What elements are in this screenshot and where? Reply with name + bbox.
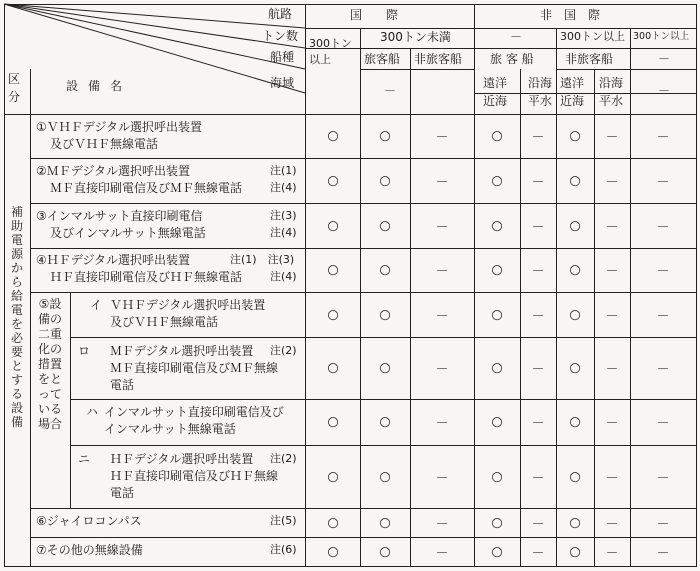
row-2-note-1: 注(1)	[270, 164, 297, 177]
row-4-note-2: 注(4)	[270, 270, 297, 283]
mark-r10-c8: －	[656, 546, 670, 562]
mark-r3-c2: ○	[379, 218, 391, 234]
mark-r1-c6: ○	[569, 128, 581, 144]
mark-r9-c8: －	[656, 517, 670, 533]
row-3-line-1: ③インマルサット直接印刷電信	[36, 209, 203, 223]
mark-r8-c8: －	[656, 471, 670, 487]
tonnage-dash: －	[510, 30, 523, 44]
row-9-line-1: ⑥ジャイロコンパス	[36, 514, 142, 528]
ship-type-dash: －	[658, 52, 671, 66]
row-9-note-1: 注(5)	[270, 514, 297, 527]
row-7-line-2: インマルサット無線電話	[104, 422, 236, 436]
mark-r4-c2: ○	[379, 262, 391, 278]
mark-r9-c3: －	[435, 517, 449, 533]
row-7-key: ハ	[86, 405, 99, 419]
row-2-note-2: 注(4)	[270, 181, 297, 194]
mark-r1-c3: －	[435, 130, 449, 146]
row-1-line-2: 及びＶＨＦ無線電話	[50, 137, 159, 151]
non-passenger-ship-nonintl-header: 非旅客船	[565, 52, 614, 66]
mark-r2-c1: ○	[327, 173, 339, 189]
row-3-line-2: 及びインマルサット無線電話	[50, 226, 206, 240]
mark-r1-c4: ○	[491, 128, 503, 144]
mark-r3-c6: ○	[569, 218, 581, 234]
mark-r6-c5: －	[531, 362, 545, 378]
mark-r10-c4: ○	[491, 544, 503, 560]
ocean-coastal-1: 遠洋近海	[483, 76, 508, 108]
mark-r6-c8: －	[656, 362, 670, 378]
mark-r7-c2: ○	[379, 414, 391, 430]
non-passenger-ship-header: 非旅客船	[414, 52, 463, 66]
coastal-smooth-1: 沿海平水	[528, 76, 553, 108]
row-6-note-1: 注(2)	[270, 344, 297, 357]
tonnage-300-under: 300トン未満	[380, 30, 451, 44]
sea-area-dash-last: －	[658, 84, 671, 98]
row-5-line-1: ＶＨＦデジタル選択呼出装置	[110, 298, 266, 312]
row-2-line-1: ②ＭＦデジタル選択呼出装置	[36, 164, 191, 178]
mark-r6-c1: ○	[327, 360, 339, 376]
mark-r10-c2: ○	[379, 544, 391, 560]
row-10-note-1: 注(6)	[270, 543, 297, 556]
mark-r10-c3: －	[435, 546, 449, 562]
mark-r2-c6: ○	[569, 173, 581, 189]
mark-r7-c4: ○	[491, 414, 503, 430]
mark-r2-c7: －	[605, 175, 619, 191]
route-label: 航路	[268, 7, 293, 21]
row-5-line-2: 及びＶＨＦ無線電話	[110, 315, 219, 329]
mark-r2-c3: －	[435, 175, 449, 191]
equipment-label: 設備名	[66, 79, 133, 93]
mark-r5-c3: －	[435, 309, 449, 325]
category-label: 区分	[8, 72, 21, 104]
mark-r5-c5: －	[531, 309, 545, 325]
ocean-coastal-2: 遠洋近海	[560, 76, 585, 108]
mark-r10-c1: ○	[327, 544, 339, 560]
international-header: 国 際	[350, 8, 399, 22]
passenger-ship-nonintl-header: 旅 客 船	[490, 52, 534, 66]
row-8-line-3: 電話	[110, 486, 135, 500]
row-1-line-1: ①ＶＨＦデジタル選択呼出装置	[36, 120, 203, 134]
mark-r4-c1: ○	[327, 262, 339, 278]
tonnage-label: トン数	[262, 29, 299, 43]
mark-r6-c4: ○	[491, 360, 503, 376]
mark-r4-c4: ○	[491, 262, 503, 278]
mark-r5-c8: －	[656, 309, 670, 325]
mark-r4-c7: －	[605, 264, 619, 280]
row-6-line-2: ＭＦ直接印刷電信及びＭＦ無線	[110, 361, 279, 375]
row-6-line-3: 電話	[110, 378, 135, 392]
mark-r2-c8: －	[656, 175, 670, 191]
row-8-key: ニ	[78, 452, 91, 466]
mark-r5-c6: ○	[569, 307, 581, 323]
row-8-line-2: ＨＦ直接印刷電信及びＨＦ無線	[110, 469, 279, 483]
sub-group-label: ⑤設備の二重化の措置をとっている場合	[37, 297, 62, 431]
mark-r10-c5: －	[531, 546, 545, 562]
mark-r3-c5: －	[531, 220, 545, 236]
mark-r9-c5: －	[531, 517, 545, 533]
row-3-note-2: 注(4)	[270, 226, 297, 239]
mark-r2-c2: ○	[379, 173, 391, 189]
mark-r3-c8: －	[656, 220, 670, 236]
ship-type-label: 船種	[270, 50, 295, 64]
mark-r6-c3: －	[435, 362, 449, 378]
row-4-note-1: 注(1) 注(3)	[230, 253, 295, 266]
tonnage-300-over: 300トン以上	[560, 30, 625, 43]
row-7-line-1: インマルサット直接印刷電信及び	[104, 405, 284, 419]
mark-r10-c7: －	[605, 546, 619, 562]
row-3-note-1: 注(3)	[270, 209, 297, 222]
mark-r5-c4: ○	[491, 307, 503, 323]
mark-r9-c4: ○	[491, 515, 503, 531]
mark-r7-c7: －	[605, 416, 619, 432]
mark-r8-c5: －	[531, 471, 545, 487]
mark-r1-c8: －	[656, 130, 670, 146]
mark-r8-c2: ○	[379, 469, 391, 485]
tonnage-300-over-small: 300トン以上	[633, 31, 690, 42]
mark-r3-c1: ○	[327, 218, 339, 234]
mark-r7-c3: －	[435, 416, 449, 432]
mark-r5-c2: ○	[379, 307, 391, 323]
mark-r7-c5: －	[531, 416, 545, 432]
sea-area-label: 海域	[270, 76, 295, 90]
mark-r6-c6: ○	[569, 360, 581, 376]
mark-r1-c7: －	[605, 130, 619, 146]
mark-r7-c6: ○	[569, 414, 581, 430]
non-international-header: 非 国 際	[540, 8, 601, 22]
coastal-smooth-2: 沿海平水	[599, 76, 624, 108]
row-8-note-1: 注(2)	[270, 452, 297, 465]
mark-r8-c4: ○	[491, 469, 503, 485]
mark-r3-c7: －	[605, 220, 619, 236]
mark-r1-c2: ○	[379, 128, 391, 144]
tonnage-300-over-intl: 300トン以上	[309, 37, 352, 66]
mark-r10-c6: ○	[569, 544, 581, 560]
mark-r8-c6: ○	[569, 469, 581, 485]
mark-r4-c8: －	[656, 264, 670, 280]
mark-r9-c2: ○	[379, 515, 391, 531]
row-5-key: イ	[90, 298, 103, 312]
mark-r6-c2: ○	[379, 360, 391, 376]
mark-r5-c1: ○	[327, 307, 339, 323]
mark-r3-c4: ○	[491, 218, 503, 234]
row-6-key: ロ	[78, 344, 91, 358]
mark-r8-c7: －	[605, 471, 619, 487]
category-side-label: 補助電源から給電を必要とする設備	[10, 205, 23, 429]
mark-r1-c5: －	[531, 130, 545, 146]
mark-r9-c7: －	[605, 517, 619, 533]
mark-r8-c1: ○	[327, 469, 339, 485]
mark-r7-c8: －	[656, 416, 670, 432]
mark-r4-c5: －	[531, 264, 545, 280]
mark-r1-c1: ○	[327, 128, 339, 144]
mark-r9-c1: ○	[327, 515, 339, 531]
mark-r9-c6: ○	[569, 515, 581, 531]
mark-r3-c3: －	[435, 220, 449, 236]
mark-r6-c7: －	[605, 362, 619, 378]
mark-r8-c3: －	[435, 471, 449, 487]
row-8-line-1: ＨＦデジタル選択呼出装置	[110, 452, 254, 466]
row-6-line-1: ＭＦデジタル選択呼出装置	[110, 344, 254, 358]
row-4-line-1: ④ＨＦデジタル選択呼出装置	[36, 253, 191, 267]
row-10-line-1: ⑦その他の無線設備	[36, 543, 143, 557]
mark-r2-c4: ○	[491, 173, 503, 189]
mark-r7-c1: ○	[327, 414, 339, 430]
row-4-line-2: ＨＦ直接印刷電信及びＨＦ無線電話	[50, 270, 243, 284]
sea-area-dash-intl: －	[384, 84, 397, 98]
mark-r2-c5: －	[531, 175, 545, 191]
row-2-line-2: ＭＦ直接印刷電信及びＭＦ無線電話	[50, 181, 243, 195]
mark-r5-c7: －	[605, 309, 619, 325]
mark-r4-c3: －	[435, 264, 449, 280]
passenger-ship-header: 旅客船	[364, 52, 401, 66]
mark-r4-c6: ○	[569, 262, 581, 278]
